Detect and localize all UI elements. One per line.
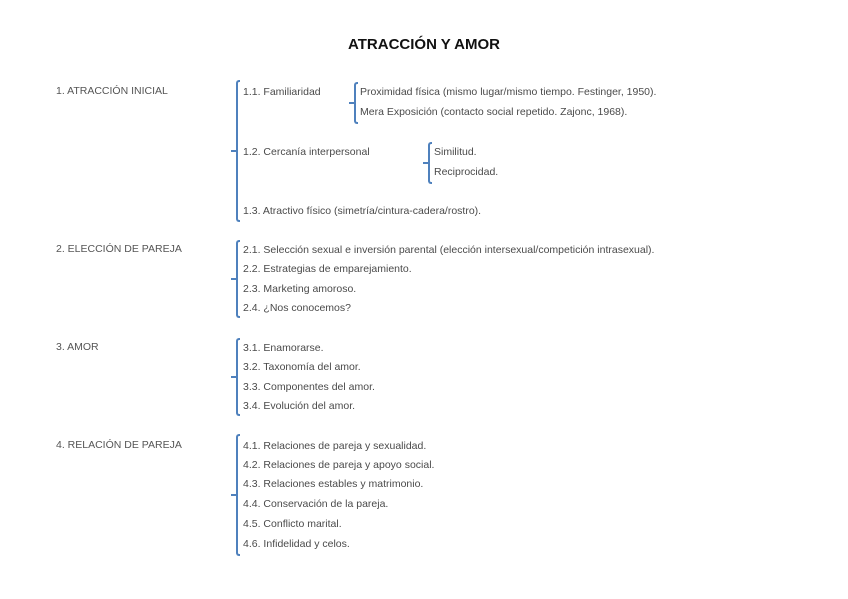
item-1-1: 1.1. Familiaridad xyxy=(243,86,321,98)
item-4-4: 4.4. Conservación de la pareja. xyxy=(243,498,389,510)
item-4-3: 4.3. Relaciones estables y matrimonio. xyxy=(243,478,424,490)
section-4-brace xyxy=(236,434,240,556)
item-2-2: 2.2. Estrategias de emparejamiento. xyxy=(243,263,412,275)
item-3-2: 3.2. Taxonomía del amor. xyxy=(243,361,361,373)
item-2-3: 2.3. Marketing amoroso. xyxy=(243,283,357,295)
item-1-3: 1.3. Atractivo físico (simetría/cintura-cadera/rostro). xyxy=(243,205,482,217)
item-3-3: 3.3. Componentes del amor. xyxy=(243,381,375,393)
sub-item-reciprocidad: Reciprocidad. xyxy=(434,166,499,178)
section-2-label: 2. ELECCIÓN DE PAREJA xyxy=(56,243,182,255)
item-4-2: 4.2. Relaciones de pareja y apoyo social. xyxy=(243,459,435,471)
item-4-5: 4.5. Conflicto marital. xyxy=(243,518,342,530)
section-4-label: 4. RELACIÓN DE PAREJA xyxy=(56,439,182,451)
section-1-label: 1. ATRACCIÓN INICIAL xyxy=(56,85,168,97)
item-2-4: 2.4. ¿Nos conocemos? xyxy=(243,302,351,314)
familiaridad-brace xyxy=(354,82,358,124)
item-2-1: 2.1. Selección sexual e inversión parental (elección intersexual/competición intrasexual). xyxy=(243,244,655,256)
item-3-1: 3.1. Enamorarse. xyxy=(243,342,324,354)
sub-item-mera-exposicion: Mera Exposición (contacto social repetido. Zajonc, 1968). xyxy=(360,106,628,118)
item-3-4: 3.4. Evolución del amor. xyxy=(243,400,356,412)
cercania-brace xyxy=(428,142,432,184)
section-2-brace xyxy=(236,240,240,318)
section-3-label: 3. AMOR xyxy=(56,341,99,353)
item-4-6: 4.6. Infidelidad y celos. xyxy=(243,538,350,550)
sub-item-proximidad: Proximidad física (mismo lugar/mismo tiempo. Festinger, 1950). xyxy=(360,86,657,98)
section-1-brace xyxy=(236,80,240,222)
sub-item-similitud: Similitud. xyxy=(434,146,477,158)
section-3-brace xyxy=(236,338,240,416)
item-4-1: 4.1. Relaciones de pareja y sexualidad. xyxy=(243,440,427,452)
page-title: ATRACCIÓN Y AMOR xyxy=(348,36,500,53)
item-1-2: 1.2. Cercanía interpersonal xyxy=(243,146,370,158)
